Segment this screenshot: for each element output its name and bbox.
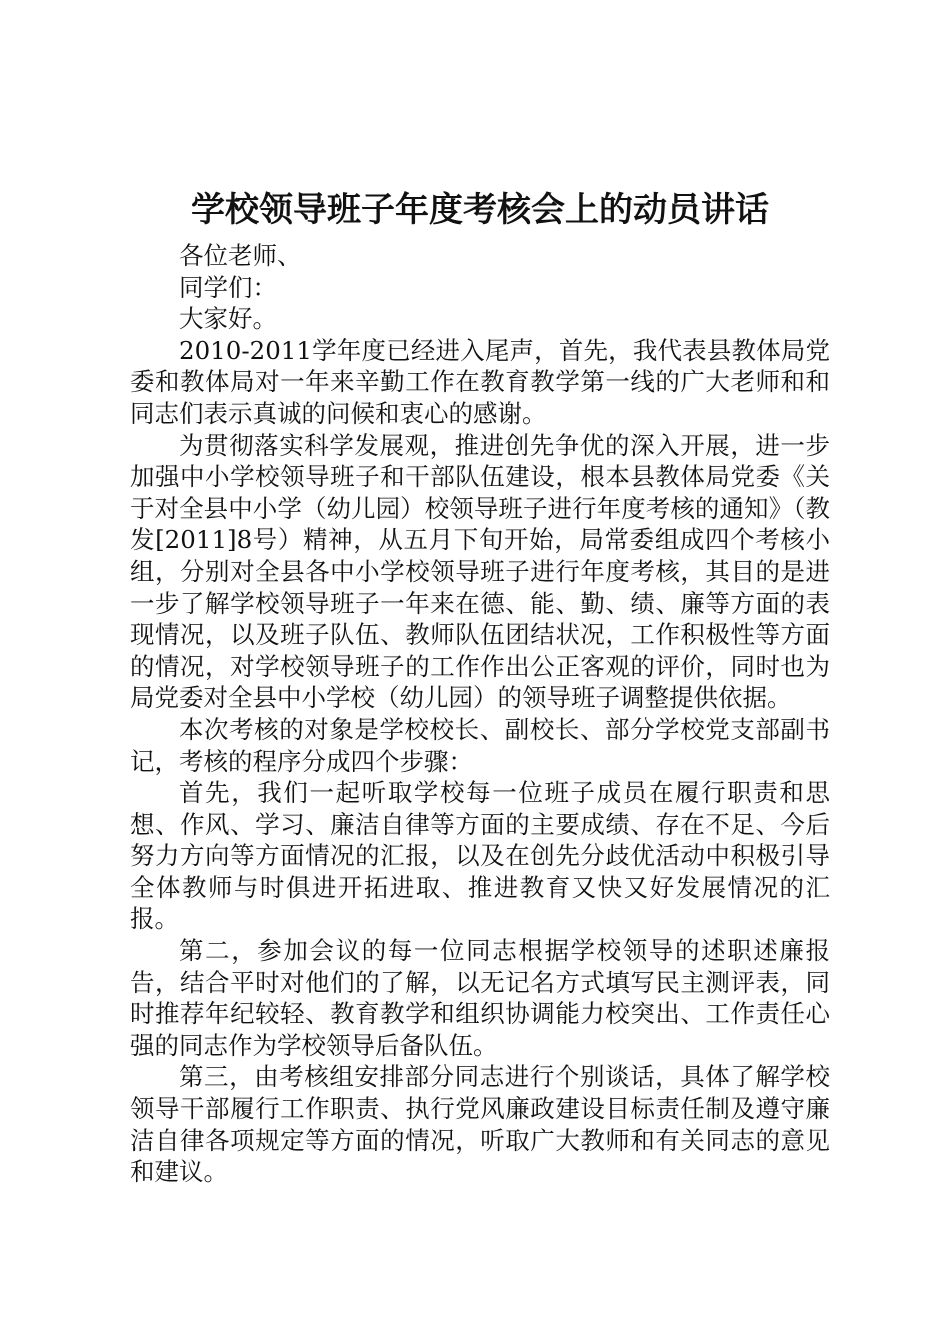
- body-paragraph: 本次考核的对象是学校校长、副校长、部分学校党支部副书记，考核的程序分成四个步骤：: [130, 714, 830, 776]
- body-paragraph: 第二，参加会议的每一位同志根据学校领导的述职述廉报告，结合平时对他们的了解，以无记名方式填写民主测评表，同时推荐年纪较轻、教育教学和组织协调能力校突出、工作责任心强的同志作为学校领导后备队伍。: [130, 936, 830, 1060]
- body-paragraph: 为贯彻落实科学发展观，推进创先争优的深入开展，进一步加强中小学校领导班子和干部队伍建设，根本县教体局党委《关于对全县中小学（幼儿园）校领导班子进行年度考核的通知》（教发[2011]8号）精神，从五月下旬开始，局常委组成四个考核小组，分别对全县各中小学校领导班子进行年度考核，其目的是进一步了解学校领导班子一年来在德、能、勤、绩、廉等方面的表现情况，以及班子队伍、教师队伍团结状况，工作积极性等方面的情况，对学校领导班子的工作作出公正客观的评价，同时也为局党委对全县中小学校（幼儿园）的领导班子调整提供依据。: [130, 430, 830, 713]
- salutation-line-1: 各位老师、: [179, 241, 302, 270]
- document-page: [130, 180, 830, 1188]
- salutation-line-2: 同学们：: [179, 272, 277, 302]
- greeting-line: 大家好。: [179, 304, 277, 334]
- body-paragraph: 2010-2011学年度已经进入尾声，首先，我代表县教体局党委和教体局对一年来辛勤工作在教育教学第一线的广大老师和和同志们表示真诚的问候和衷心的感谢。: [130, 335, 830, 428]
- body-paragraph: 首先，我们一起听取学校每一位班子成员在履行职责和思想、作风、学习、廉洁自律等方面的主要成绩、存在不足、今后努力方向等方面情况的汇报，以及在创先分歧优活动中积极引导全体教师与时俱进开拓进取、推进教育又快又好发展情况的汇报。: [130, 778, 830, 934]
- document-title: 学校领导班子年度考核会上的动员讲话: [191, 190, 769, 230]
- body-paragraph: 第三，由考核组安排部分同志进行个别谈话，具体了解学校领导干部履行工作职责、执行党风廉政建设目标责任制及遵守廉洁自律各项规定等方面的情况，听取广大教师和有关同志的意见和建议。: [130, 1062, 830, 1187]
- document-body: [130, 240, 830, 1188]
